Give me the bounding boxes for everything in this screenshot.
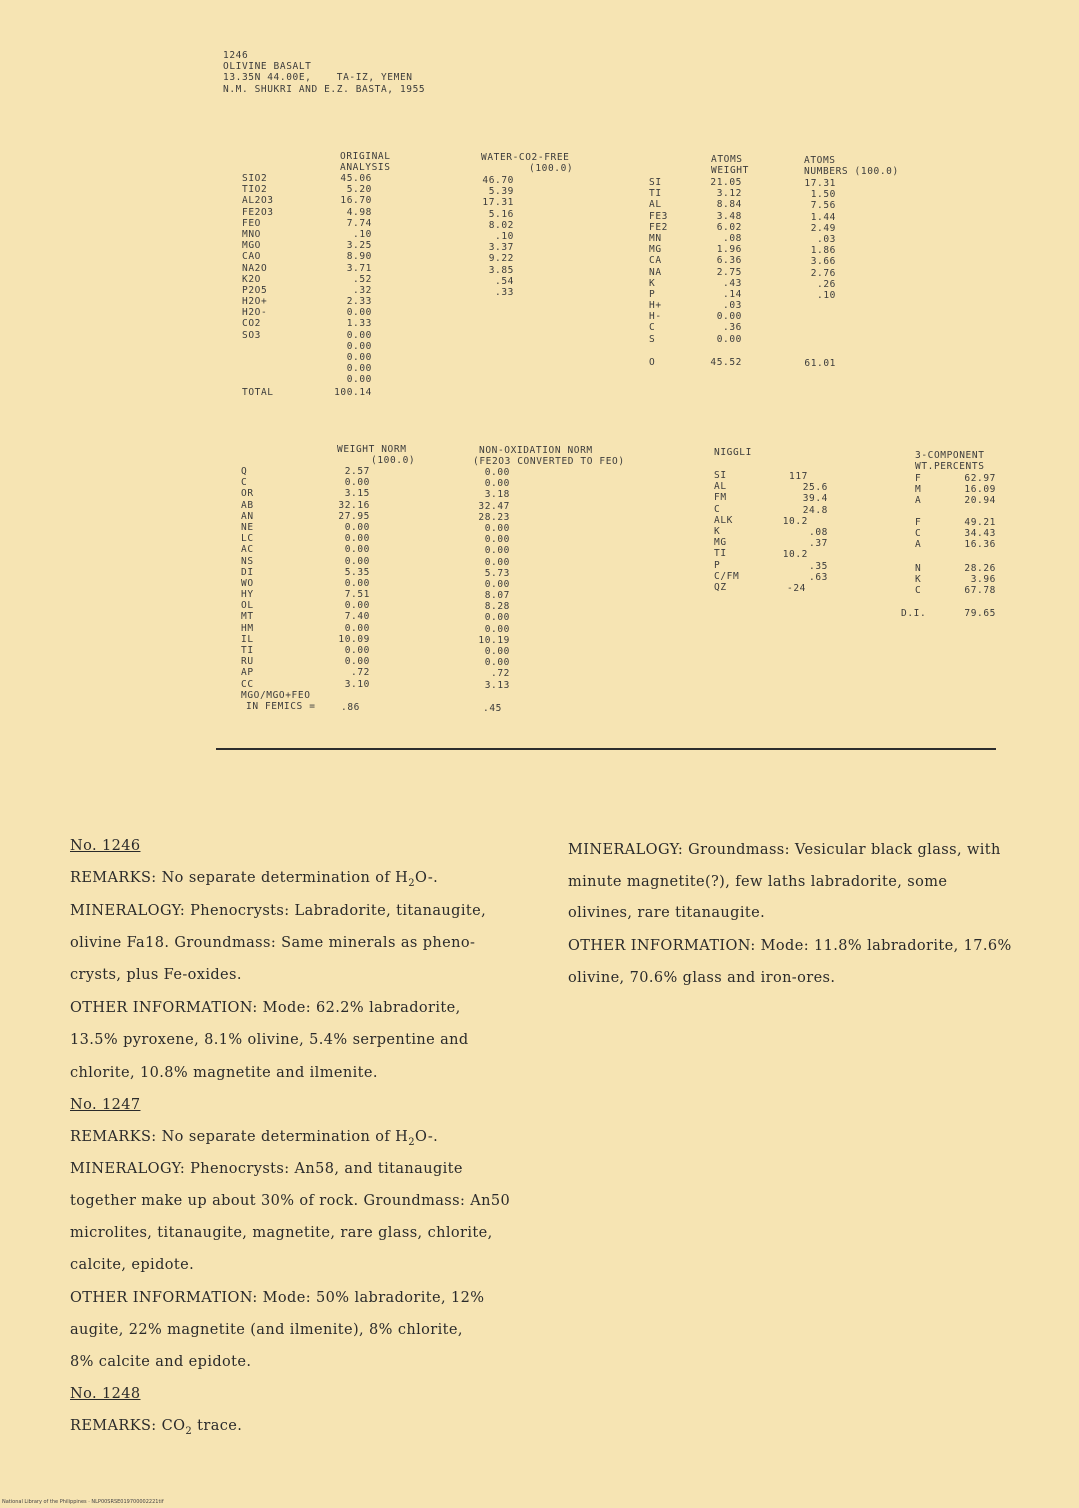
original-analysis-values [320, 173, 372, 386]
atom-weight-value: 2.75 [716, 266, 742, 278]
non-oxidation-value: 0.00 [484, 612, 510, 624]
oxide-label: SIO2 [242, 173, 268, 184]
norm-label: AN [241, 510, 254, 522]
three-comp-value: 67.78 [964, 585, 996, 597]
atom-label: K [649, 277, 656, 289]
original-value: .10 [353, 228, 372, 240]
sample-header: 1246 OLIVINE BASALT 13.35N 44.00E, TA-IZ, YEMEN N.M. SHUKRI AND E.Z. BASTA, 1955 [223, 50, 426, 95]
atoms-o-number: 61.01 [804, 358, 836, 369]
atom-label: H- [649, 311, 662, 323]
atom-number-value: .10 [817, 289, 836, 301]
mineralogy-right-line-2: minute magnetite(?), few laths labradorite, some [568, 874, 948, 890]
niggli-title: NIGGLI [714, 447, 752, 458]
weight-norm-value: 27.95 [338, 510, 370, 522]
water-free-value: 17.31 [482, 197, 514, 209]
other-info-1246-line-2: 13.5% pyroxene, 8.1% olivine, 5.4% serpentine and [70, 1032, 469, 1048]
niggli-value: 25.6 [802, 482, 828, 494]
weight-norm-value: 10.09 [338, 633, 370, 645]
atom-weight-value: 0.00 [716, 311, 742, 323]
non-oxidation-femics: .45 [483, 703, 502, 714]
mineralogy-1246-line-3: crysts, plus Fe-oxides. [70, 967, 242, 983]
di-value: 79.65 [964, 608, 996, 619]
atom-number-value: 1.44 [810, 211, 836, 223]
mineralogy-1247-line-3: microlites, titanaugite, magnetite, rare glass, chlorite, [70, 1225, 493, 1241]
non-oxidation-value: 0.00 [484, 646, 510, 657]
water-free-value: .10 [495, 230, 514, 242]
original-value: .52 [353, 273, 372, 285]
non-oxidation-value: 3.18 [484, 489, 510, 501]
niggli-value: 10.2 [782, 549, 808, 561]
niggli-label: FM [714, 492, 727, 504]
atom-weight-value: 6.02 [716, 221, 742, 233]
mineralogy-right-line-1: MINERALOGY: Groundmass: Vesicular black glass, with [568, 842, 1001, 858]
weight-norm-value: 0.00 [344, 533, 370, 545]
non-oxidation-value: 8.28 [484, 601, 510, 613]
oxide-label: MNO [242, 228, 261, 240]
non-oxidation-value: 0.00 [484, 545, 510, 557]
niggli-label: C/FM [714, 570, 740, 582]
niggli-label: AL [714, 481, 727, 493]
sample-number-1247: No. 1247 [70, 1097, 141, 1113]
original-value: 3.71 [346, 262, 372, 274]
weight-norm-value: 7.40 [344, 611, 370, 623]
oxide-label: MGO [242, 240, 261, 252]
mineralogy-1247-line-2: together make up about 30% of rock. Groundmass: An50 [70, 1193, 511, 1209]
weight-norm-value: 5.35 [344, 566, 370, 578]
atoms-weight-header: ATOMS WEIGHT [711, 154, 749, 177]
oxide-label: CAO [242, 251, 261, 263]
niggli-value: 24.8 [802, 504, 828, 516]
original-value: 3.25 [346, 240, 372, 252]
atom-weight-value: 3.48 [716, 210, 742, 222]
non-oxidation-value: 0.00 [484, 578, 510, 590]
non-oxidation-value: 0.00 [484, 556, 510, 568]
atom-number-value: .03 [817, 233, 836, 245]
niggli-value: .08 [809, 526, 828, 538]
original-value: 5.20 [346, 184, 372, 196]
oxide-total-label: TOTAL [242, 387, 274, 398]
water-free-value: .54 [495, 275, 514, 287]
atom-weight-value: 21.05 [710, 177, 742, 188]
non-oxidation-value: 0.00 [484, 522, 510, 534]
original-value: 7.74 [346, 217, 372, 229]
norm-label: DI [241, 566, 254, 578]
atom-number-value: 1.50 [810, 189, 836, 201]
atom-label: P [649, 288, 656, 300]
three-comp-values-1 [944, 473, 996, 507]
niggli-value: .35 [809, 560, 828, 572]
atom-number-value: 2.49 [810, 222, 836, 234]
norm-label: AP [241, 667, 254, 679]
three-comp-value: 16.36 [964, 539, 996, 551]
water-free-value: 3.85 [488, 264, 514, 276]
three-comp-label: A [915, 539, 922, 551]
remarks-1246: REMARKS: No separate determination of $H_2O-$. [70, 870, 439, 889]
three-comp-label: M [915, 484, 922, 496]
non-oxidation-value: 3.13 [484, 679, 510, 691]
norm-label: AC [241, 544, 254, 556]
three-comp-value: 49.21 [964, 517, 996, 528]
atom-label: MN [649, 232, 662, 244]
three-comp-value: 28.26 [964, 563, 996, 574]
oxide-label: AL2O3 [242, 195, 274, 207]
weight-norm-value: 32.16 [338, 499, 370, 511]
atom-label: CA [649, 255, 662, 267]
mineralogy-1246-line-1: MINERALOGY: Phenocrysts: Labradorite, titanaugite, [70, 903, 487, 919]
di-label: D.I. [901, 608, 927, 619]
scan-footer: National Library of the Philippines · NLP00SRSE019700002221tif [2, 1499, 164, 1505]
weight-norm-femics: .86 [341, 702, 360, 713]
original-value: 4.98 [346, 206, 372, 218]
atom-weight-value: 3.12 [716, 188, 742, 200]
non-oxidation-value: 0.00 [484, 478, 510, 490]
non-oxidation-value: 0.00 [484, 467, 510, 478]
weight-norm-value: 0.00 [344, 521, 370, 533]
other-info-1246-line-3: chlorite, 10.8% magnetite and ilmenite. [70, 1065, 378, 1081]
norm-label: OR [241, 488, 254, 500]
niggli-labels [714, 470, 739, 593]
mineralogy-1246-line-2: olivine Fa18. Groundmass: Same minerals as pheno- [70, 935, 476, 951]
norm-femics-label: IN FEMICS = [246, 701, 316, 712]
atom-number-value: .26 [817, 278, 836, 290]
non-oxidation-value: 10.19 [478, 634, 510, 646]
weight-norm-value: .72 [351, 667, 370, 679]
norm-label: TI [241, 645, 254, 656]
norm-label: MT [241, 611, 254, 623]
three-comp-value: 16.09 [964, 484, 996, 496]
non-oxidation-value: 5.73 [484, 567, 510, 579]
original-total-value: 100.14 [334, 387, 372, 398]
three-comp-labels-3 [915, 563, 921, 597]
three-comp-values-3 [944, 563, 996, 597]
oxide-label: NA2O [242, 262, 268, 274]
atom-label: SI [649, 177, 662, 188]
niggli-label: SI [714, 470, 727, 481]
norm-label: RU [241, 656, 254, 668]
oxide-label: FEO [242, 217, 261, 229]
three-comp-label: C [915, 528, 922, 540]
atom-weight-value: .43 [723, 277, 742, 289]
norm-label: AB [241, 499, 254, 511]
weight-norm-value: 0.00 [344, 656, 370, 668]
atom-number-value: 7.56 [810, 200, 836, 212]
original-value: 0.00 [346, 363, 372, 375]
weight-norm-value: 0.00 [344, 577, 370, 589]
atom-label: NA [649, 266, 662, 278]
three-comp-value: 20.94 [964, 495, 996, 507]
atom-label: AL [649, 199, 662, 211]
original-value: 16.70 [340, 195, 372, 207]
original-value: 0.00 [346, 340, 372, 352]
niggli-value: .63 [809, 571, 828, 583]
atom-number-value: 2.76 [810, 267, 836, 279]
atom-number-value: 1.86 [810, 245, 836, 257]
atom-label: H+ [649, 300, 662, 312]
original-value: 8.90 [346, 251, 372, 263]
non-oxidation-values [460, 467, 510, 691]
norm-label: OL [241, 600, 254, 612]
oxide-label: TIO2 [242, 184, 268, 196]
three-comp-value: 62.97 [964, 473, 996, 484]
original-value: 45.06 [340, 173, 372, 184]
norm-label: MGO/MGO+FEO [241, 689, 311, 701]
atom-weight-value: 0.00 [716, 333, 742, 345]
atom-label: FE2 [649, 221, 668, 233]
atom-weight-value: .08 [723, 232, 742, 244]
weight-norm-value: 3.15 [344, 488, 370, 500]
original-value: .32 [353, 284, 372, 296]
weight-norm-value: 0.00 [344, 477, 370, 489]
atoms-number-values [790, 178, 836, 301]
original-value: 0.00 [346, 374, 372, 386]
other-info-right-line-2: olivine, 70.6% glass and iron-ores. [568, 970, 836, 986]
oxide-label: SO3 [242, 329, 261, 341]
non-oxidation-value: 0.00 [484, 623, 510, 635]
three-comp-label: K [915, 574, 922, 586]
oxide-label: FE2O3 [242, 206, 274, 218]
remarks-1248: REMARKS: $CO_2$ trace. [70, 1418, 243, 1437]
atom-weight-value: 6.36 [716, 255, 742, 267]
original-value: 0.00 [346, 329, 372, 341]
norm-label: Q [241, 466, 248, 477]
other-info-right-line-1: OTHER INFORMATION: Mode: 11.8% labradorite, 17.6% [568, 938, 1012, 954]
atom-weight-value: 8.84 [716, 199, 742, 211]
remarks-1247: REMARKS: No separate determination of $H_2O-$. [70, 1129, 439, 1148]
weight-norm-value: 7.51 [344, 589, 370, 601]
oxide-label: CO2 [242, 318, 261, 330]
weight-norm-value: 0.00 [344, 645, 370, 656]
non-oxidation-value: 0.00 [484, 534, 510, 546]
non-oxidation-value: 0.00 [484, 657, 510, 669]
atom-weight-value: .03 [723, 300, 742, 312]
atom-label: TI [649, 188, 662, 200]
sample-number-1248: No. 1248 [70, 1386, 141, 1402]
niggli-value: 10.2 [782, 515, 808, 527]
niggli-label: P [714, 559, 721, 571]
three-comp-value: 34.43 [964, 528, 996, 540]
atom-number-value: 17.31 [804, 178, 836, 189]
three-comp-label: N [915, 563, 922, 574]
three-comp-value: 3.96 [970, 574, 996, 586]
norm-label: C [241, 477, 248, 489]
three-comp-label: C [915, 585, 922, 597]
three-comp-labels-2 [915, 517, 921, 551]
original-value: 1.33 [346, 318, 372, 330]
atom-label: FE3 [649, 210, 668, 222]
mineralogy-right-line-3: olivines, rare titanaugite. [568, 905, 766, 921]
niggli-value: -24 [787, 582, 806, 594]
section-divider [216, 748, 996, 750]
atom-label: C [649, 322, 656, 334]
niggli-label: ALK [714, 514, 733, 526]
water-free-header: WATER-CO2-FREE (100.0) [481, 152, 574, 175]
norm-label: WO [241, 577, 254, 589]
oxide-label: K2O [242, 273, 261, 285]
norm-labels [241, 466, 311, 701]
atom-weight-value: 1.96 [716, 244, 742, 256]
water-free-value: 5.39 [488, 186, 514, 198]
mineralogy-1247-line-4: calcite, epidote. [70, 1257, 195, 1273]
niggli-label: QZ [714, 581, 727, 593]
niggli-value: 117 [789, 471, 808, 482]
three-comp-values-2 [944, 517, 996, 551]
weight-norm-header: WEIGHT NORM (100.0) [337, 444, 416, 467]
original-value: 2.33 [346, 296, 372, 308]
three-comp-labels-1 [915, 473, 921, 507]
niggli-label: TI [714, 548, 727, 560]
niggli-value: .37 [809, 538, 828, 550]
original-value: 0.00 [346, 307, 372, 319]
atom-weight-value: .14 [723, 288, 742, 300]
niggli-value: 39.4 [802, 493, 828, 505]
other-info-1247-line-1: OTHER INFORMATION: Mode: 50% labradorite, 12% [70, 1290, 485, 1306]
atoms-weight-values [696, 177, 742, 345]
norm-label: HM [241, 622, 254, 634]
three-comp-label: A [915, 495, 922, 507]
weight-norm-value: 3.10 [344, 678, 370, 690]
non-oxidation-value: 32.47 [478, 500, 510, 512]
water-free-value: 9.22 [488, 253, 514, 265]
other-info-1247-line-2: augite, 22% magnetite (and ilmenite), 8% chlorite, [70, 1322, 463, 1338]
sample-number-1246: No. 1246 [70, 838, 141, 854]
weight-norm-values [320, 466, 370, 690]
non-oxidation-value: .72 [491, 668, 510, 680]
oxide-label: H2O+ [242, 296, 268, 308]
non-oxidation-value: 28.23 [478, 511, 510, 523]
mineralogy-1247-line-1: MINERALOGY: Phenocrysts: An58, and titanaugite [70, 1161, 463, 1177]
atom-number-value: 3.66 [810, 256, 836, 268]
atom-weight-value: .36 [723, 322, 742, 334]
water-free-value: .33 [495, 286, 514, 298]
oxide-label: P2O5 [242, 284, 268, 296]
weight-norm-value: 0.00 [344, 600, 370, 612]
atom-o-label: O [649, 357, 656, 368]
water-free-value: 8.02 [488, 219, 514, 231]
norm-label: NE [241, 521, 254, 533]
norm-label: CC [241, 678, 254, 690]
three-comp-label: F [915, 473, 922, 484]
niggli-label: MG [714, 537, 727, 549]
three-comp-label: F [915, 517, 922, 528]
water-free-values [462, 175, 514, 298]
non-oxidation-value: 8.07 [484, 590, 510, 602]
oxide-labels [242, 173, 274, 341]
oxide-label: H2O- [242, 307, 268, 319]
other-info-1247-line-3: 8% calcite and epidote. [70, 1354, 252, 1370]
norm-label: NS [241, 555, 254, 567]
weight-norm-value: 2.57 [344, 466, 370, 477]
non-oxidation-header: NON-OXIDATION NORM (FE2O3 CONVERTED TO FEO) [473, 445, 625, 468]
water-free-value: 5.16 [488, 208, 514, 220]
original-value: 0.00 [346, 352, 372, 363]
weight-norm-value: 0.00 [344, 622, 370, 634]
other-info-1246-line-1: OTHER INFORMATION: Mode: 62.2% labradorite, [70, 1000, 461, 1016]
niggli-label: C [714, 503, 721, 515]
water-free-value: 3.37 [488, 242, 514, 254]
norm-label: LC [241, 533, 254, 545]
weight-norm-value: 0.00 [344, 544, 370, 556]
atoms-numbers-header: ATOMS NUMBERS (100.0) [804, 155, 899, 178]
water-free-value: 46.70 [482, 175, 514, 186]
three-component-header: 3-COMPONENT WT.PERCENTS [915, 450, 985, 473]
original-analysis-header: ORIGINAL ANALYSIS [340, 151, 391, 174]
atom-label: S [649, 333, 656, 345]
atom-label: MG [649, 244, 662, 256]
weight-norm-value: 0.00 [344, 555, 370, 567]
norm-label: HY [241, 589, 254, 601]
niggli-label: K [714, 525, 721, 537]
niggli-values [770, 471, 828, 594]
norm-label: IL [241, 633, 254, 645]
atom-labels [649, 177, 668, 345]
atoms-o-weight: 45.52 [710, 357, 742, 368]
